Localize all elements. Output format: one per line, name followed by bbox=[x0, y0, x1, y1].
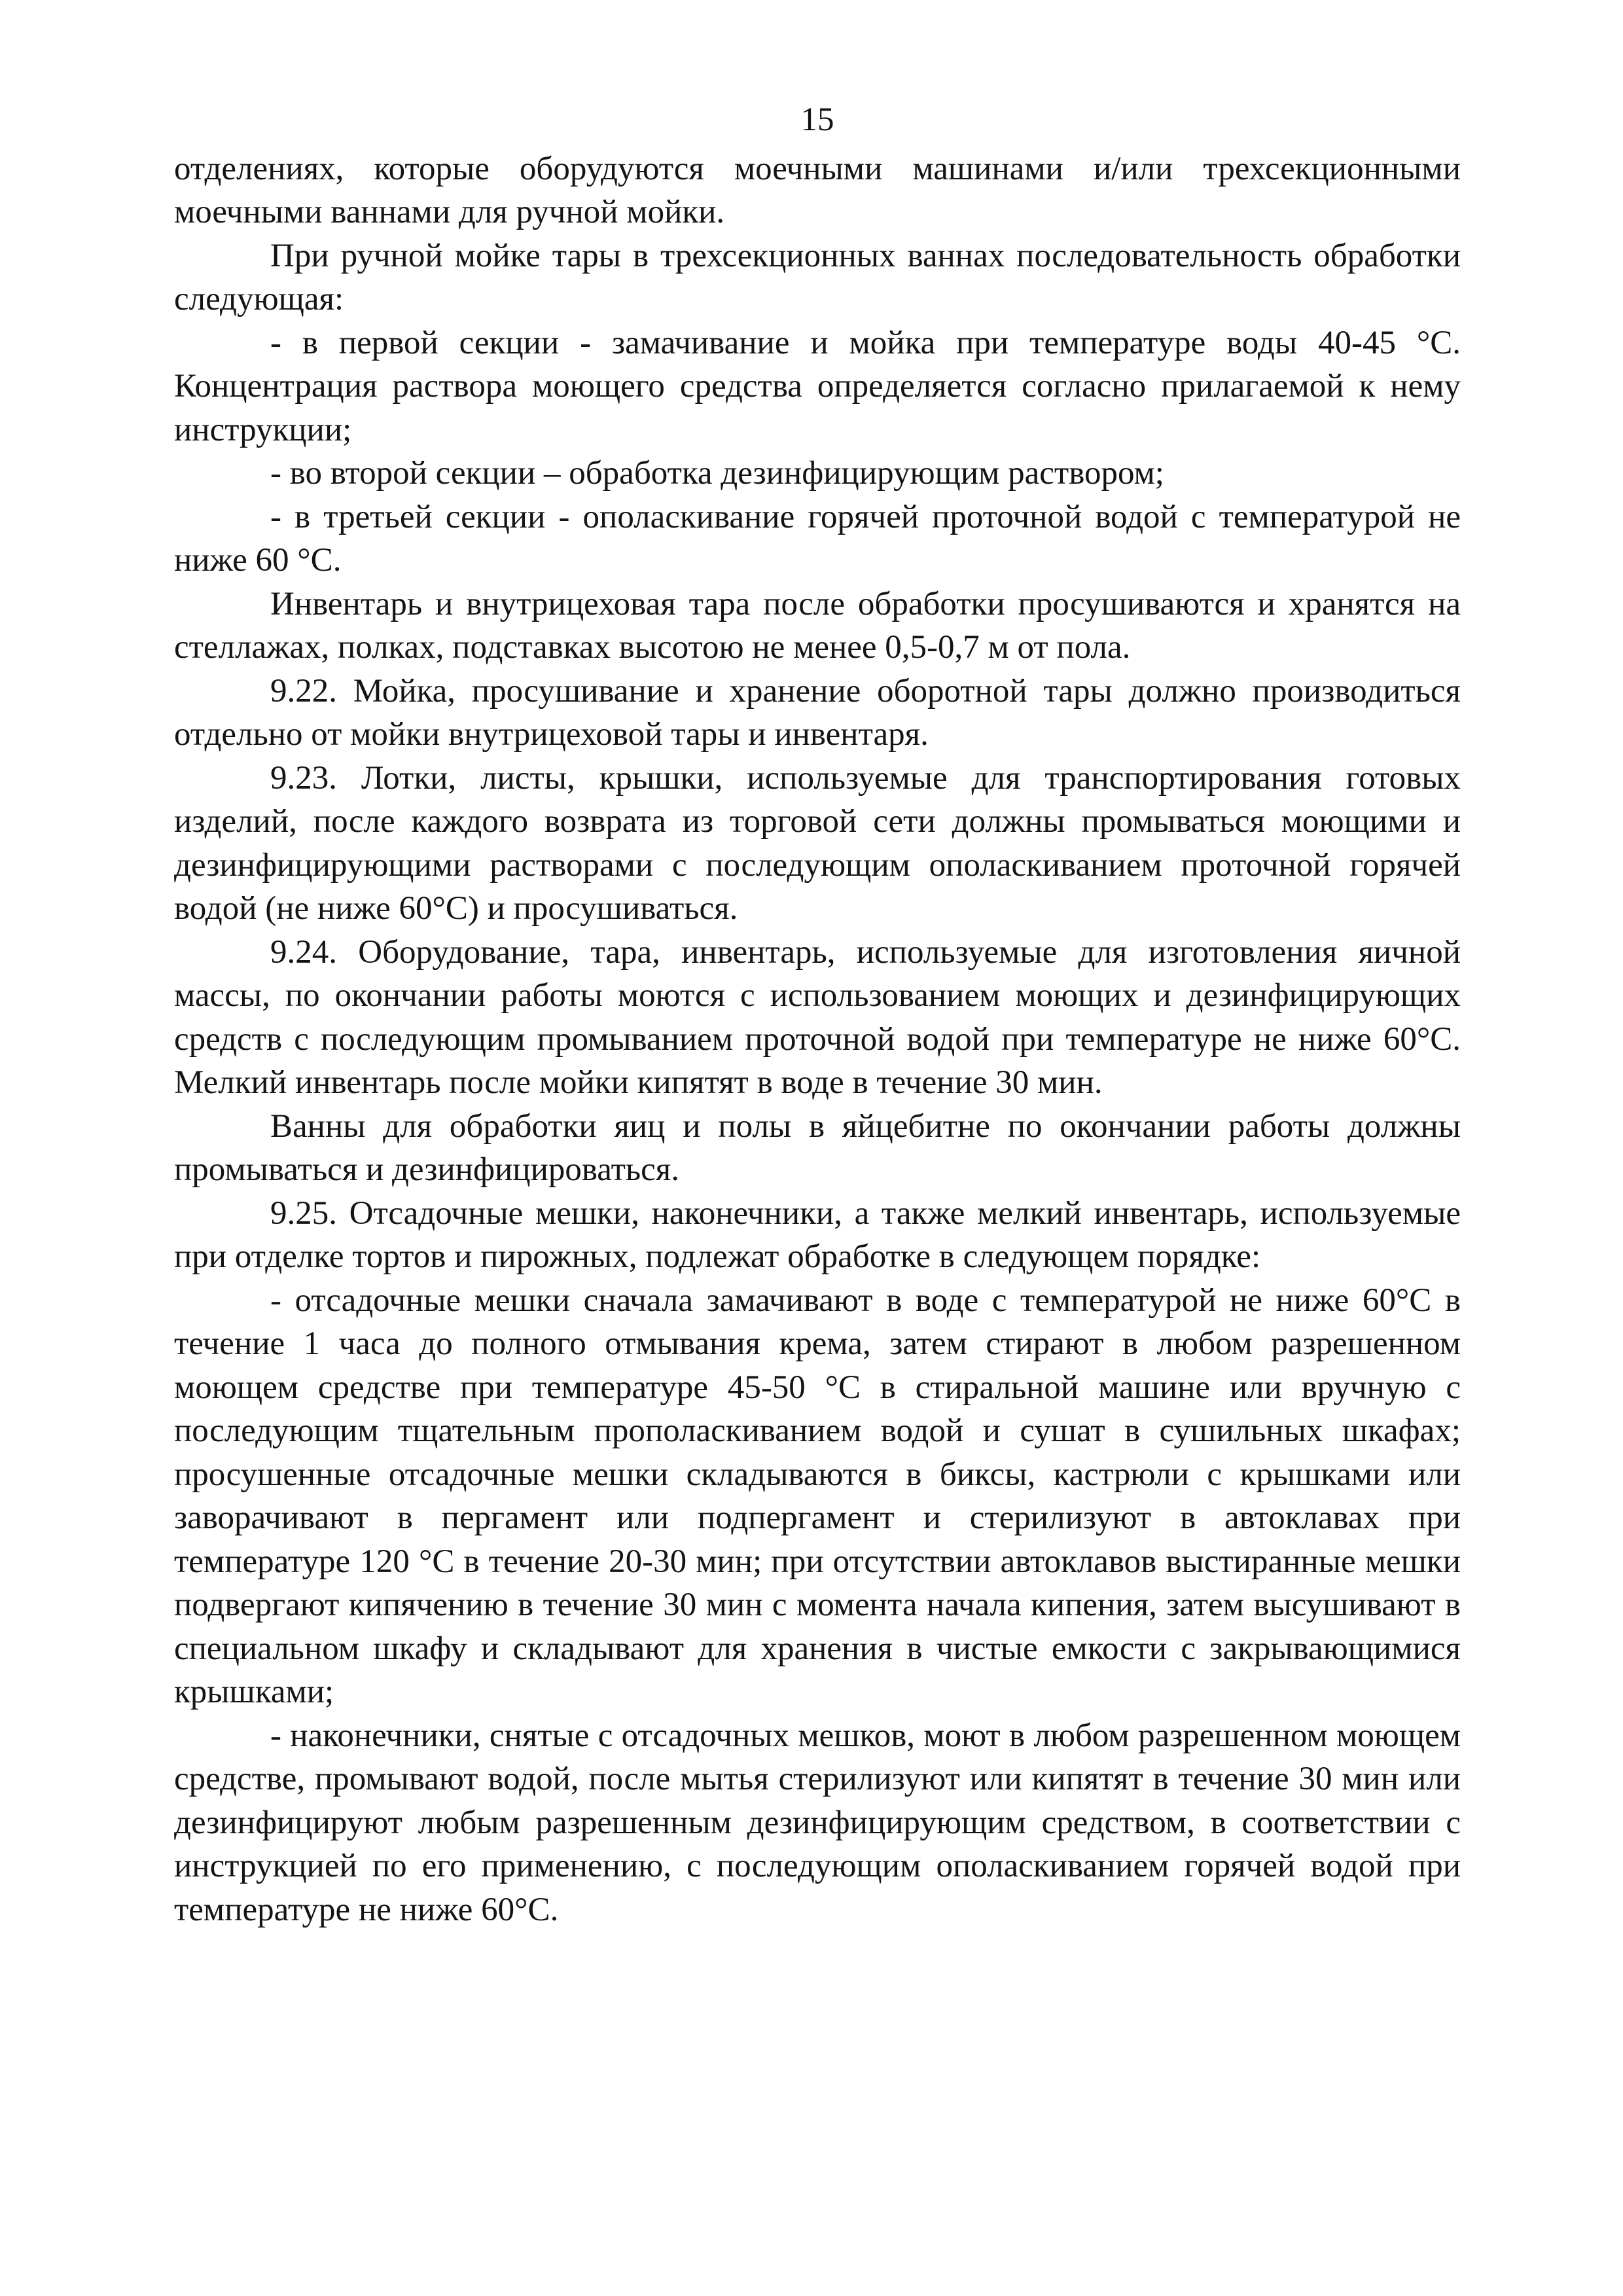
list-item-second-section: - во второй секции – обработка дезинфицирующим раствором; bbox=[270, 455, 1164, 492]
list-item-nozzles: - наконечники, снятые с отсадочных мешков, моют в любом разрешенном моющем средстве, промывают водой, после мытья стерилизуют или кипятят в течение 30 мин или дезинфицируют любым разрешенным дезинфицирующим средством, в соответствии с инструкцией по его применению, с последующим ополаскиванием горячей водой при температуре не ниже 60°С. bbox=[174, 1717, 1461, 1928]
paragraph-continuation: отделениях, которые оборудуются моечными машинами и/или трехсекционными моечными ваннами для ручной мойки. bbox=[174, 150, 1461, 230]
list-item-piping-bags: - отсадочные мешки сначала замачивают в воде с температурой не ниже 60°С в течение 1 часа до полного отмывания крема, затем стирают в любом разрешенном моющем средстве при температуре 45-50 °С в стиральной машине или вручную с последующим тщательным прополаскиванием водой и сушат в сушильных шкафах; просушенные отсадочные мешки складываются в биксы, кастрюли с крышками или заворачивают в пергамент или подпергамент и стерилизуют в автоклавах при температуре 120 °С в течение 20-30 мин; при отсутствии автоклавов выстиранные мешки подвергают кипячению в течение 30 мин с момента начала кипения, затем высушивают в специальном шкафу и складывают для хранения в чистые емкости с закрывающимися крышками; bbox=[174, 1282, 1461, 1710]
paragraph-manual-washing: При ручной мойке тары в трехсекционных ваннах последовательность обработки следующая: bbox=[174, 237, 1461, 317]
clause-9-25: 9.25. Отсадочные мешки, наконечники, а также мелкий инвентарь, используемые при отделке тортов и пирожных, подлежат обработке в следующем порядке: bbox=[174, 1194, 1461, 1275]
page-number: 15 bbox=[800, 101, 834, 138]
clause-9-24: 9.24. Оборудование, тара, инвентарь, используемые для изготовления яичной массы, по окончании работы моются с использованием моющих и дезинфицирующих средств с последующим промыванием проточной водой при температуре не ниже 60°С. Мелкий инвентарь после мойки кипятят в воде в течение 30 мин. bbox=[174, 933, 1461, 1101]
document-page bbox=[174, 98, 1461, 1931]
clause-9-22: 9.22. Мойка, просушивание и хранение оборотной тары должно производиться отдельно от мойки внутрицеховой тары и инвентаря. bbox=[174, 672, 1461, 753]
list-item-first-section: - в первой секции - замачивание и мойка при температуре воды 40-45 °С. Концентрация раствора моющего средства определяется согласно прилагаемой к нему инструкции; bbox=[174, 324, 1461, 448]
paragraph-egg-baths: Ванны для обработки яиц и полы в яйцебитне по окончании работы должны промываться и дезинфицироваться. bbox=[174, 1107, 1461, 1188]
paragraph-inventory-drying: Инвентарь и внутрицеховая тара после обработки просушиваются и хранятся на стеллажах, полках, подставках высотою не менее 0,5-0,7 м от пола. bbox=[174, 585, 1461, 666]
list-item-third-section: - в третьей секции - ополаскивание горячей проточной водой с температурой не ниже 60 °С. bbox=[174, 498, 1461, 579]
clause-9-23: 9.23. Лотки, листы, крышки, используемые для транспортирования готовых изделий, после каждого возврата из торговой сети должны промываться моющими и дезинфицирующими растворами с последующим ополаскиванием проточной горячей водой (не ниже 60°С) и просушиваться. bbox=[174, 759, 1461, 927]
